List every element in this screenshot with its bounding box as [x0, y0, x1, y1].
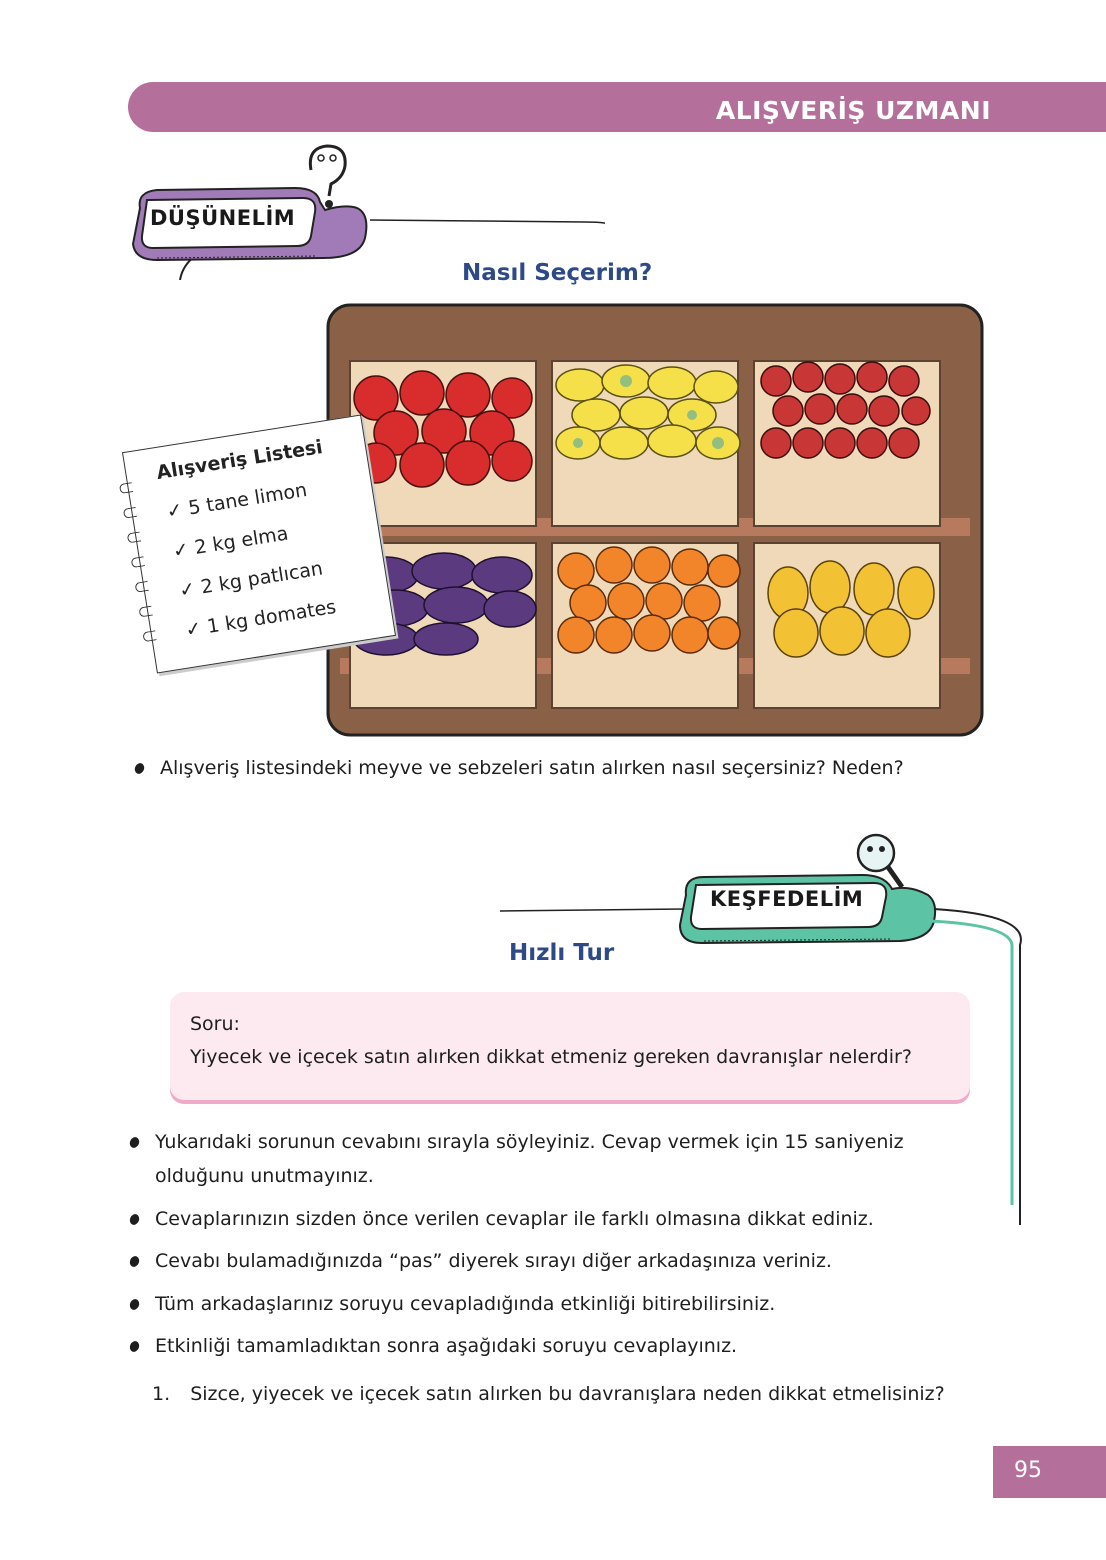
- shopping-list-title: Alışveriş Listesi: [154, 436, 325, 485]
- bullet-icon: [128, 1136, 141, 1150]
- bullet-item-continuation: olduğunu unutmayınız.: [155, 1165, 374, 1187]
- section-title-hizli-tur: Hızlı Tur: [509, 940, 615, 966]
- page-number: 95: [1014, 1458, 1042, 1483]
- shopping-list-item: ✓ 2 kg elma: [171, 522, 290, 563]
- numbered-question: [152, 1377, 945, 1411]
- check-icon: ✓: [165, 498, 185, 523]
- section-title-nasil-secerim: Nasıl Seçerim?: [462, 260, 653, 286]
- shopping-list-item: ✓ 1 kg domates: [183, 595, 338, 642]
- bullet-icon: [128, 1340, 141, 1354]
- bullet-icon: [128, 1298, 141, 1312]
- produce-stand-illustration: [326, 303, 986, 737]
- numbered-question-number: 1.: [152, 1383, 171, 1405]
- bullet-item: Cevaplarınızın sizden önce verilen cevaplar ile farklı olmasına dikkat ediniz.: [130, 1202, 1030, 1236]
- bullet-icon: [128, 1213, 141, 1227]
- numbered-question-text: Sizce, yiyecek ve içecek satın alırken bu davranışlara neden dikkat etmelisiniz?: [190, 1383, 945, 1405]
- section-badge-dusunelim: DÜŞÜNELİM: [150, 206, 296, 230]
- page-number-tab: [993, 1446, 1106, 1498]
- shopping-list-item: ✓ 2 kg patlıcan: [177, 557, 325, 602]
- bullet-question: Alışveriş listesindeki meyve ve sebzeleri satın alırken nasıl seçersiniz? Neden?: [135, 751, 1035, 785]
- bullet-item: Cevabı bulamadığınızda “pas” diyerek sırayı diğer arkadaşınıza veriniz.: [130, 1244, 1030, 1278]
- bullet-icon: [128, 1255, 141, 1269]
- bullet-icon: [133, 762, 146, 776]
- check-icon: ✓: [183, 617, 204, 642]
- check-icon: ✓: [171, 538, 191, 563]
- section-badge-kesfedelim: KEŞFEDELİM: [710, 887, 864, 911]
- bullet-item: Tüm arkadaşlarınız soruyu cevapladığında etkinliği bitirebilirsiniz.: [130, 1287, 1030, 1321]
- shopping-list-card: [122, 414, 396, 673]
- question-text: Yiyecek ve içecek satın alırken dikkat etmeniz gereken davranışlar nelerdir?: [190, 1046, 912, 1068]
- page-header-title: ALIŞVERİŞ UZMANI: [715, 96, 991, 125]
- bullet-item: Etkinliği tamamladıktan sonra aşağıdaki soruyu cevaplayınız.: [130, 1329, 1030, 1363]
- check-icon: ✓: [177, 577, 197, 602]
- shopping-list-item: ✓ 5 tane limon: [165, 478, 309, 523]
- question-label: Soru:: [190, 1013, 240, 1035]
- bullet-item: Yukarıdaki sorunun cevabını sırayla söyleyiniz. Cevap vermek için 15 saniyeniz: [130, 1125, 1030, 1159]
